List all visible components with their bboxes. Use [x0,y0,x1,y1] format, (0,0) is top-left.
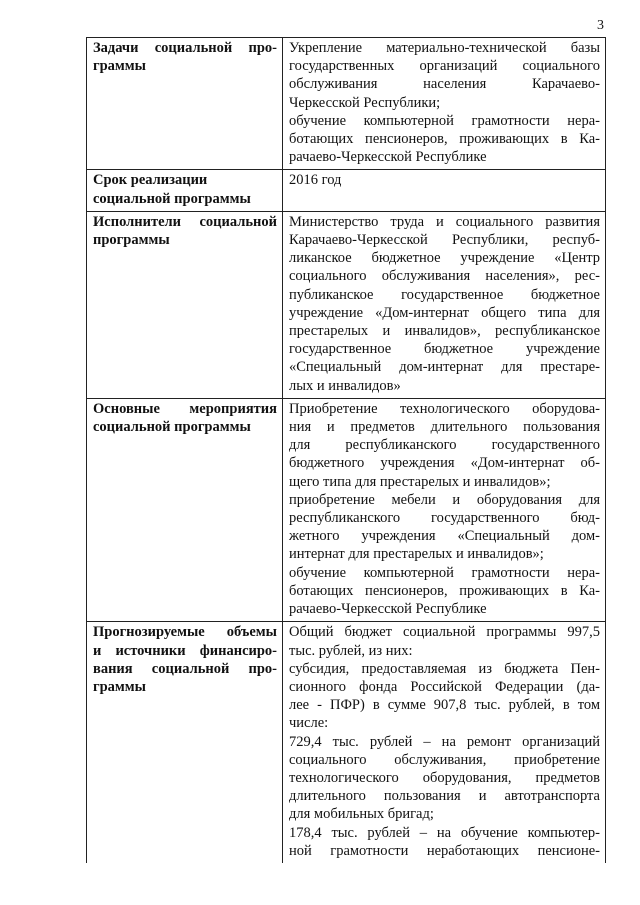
label-line: социальной программы [93,419,251,436]
label-line: Срок реализации [93,172,208,189]
value-line: обслуживания населения Карачаево- [289,76,600,93]
label-line: и источники финансиро- [93,642,277,659]
value-line: социального обслуживания населения», рес- [289,268,600,285]
value-line: 2016 год [289,172,342,189]
label-line: Исполнители социальной [93,213,277,230]
value-line: числе: [289,715,329,732]
label-line: Основные мероприятия [93,400,277,417]
value-line: ботающих пенсионеров, проживающих в Ка- [289,582,600,599]
value-line: интернат для престарелых и инвалидов»; [289,546,544,563]
value-line: учреждение «Дом-интернат общего типа для [289,304,600,321]
value-line: престарелых и инвалидов», республиканское [289,323,600,340]
value-line: ной грамотности неработающих пенсионе- [289,842,600,859]
label-line: граммы [93,58,146,75]
row-value [283,211,606,398]
row-value [283,38,606,170]
value-line: субсидия, предоставляемая из бюджета Пен- [289,660,600,677]
value-line: сионного фонда Российской Федерации (да- [289,678,600,695]
table-row [87,38,606,170]
value-line: Черкесской Республики; [289,94,441,111]
value-line: тыс. рублей, из них: [289,642,413,659]
value-line: технологического оборудования, предметов [289,769,600,786]
value-line: длительного пользования и автотранспорта [289,788,600,805]
label-line: Задачи социальной про- [93,40,277,56]
value-line: Общий бюджет социальной программы 997,5 [289,624,600,641]
value-line: для мобильных бригад; [289,806,434,823]
value-line: бюджетного учреждения «Дом-интернат об- [289,455,600,472]
row-label [87,398,283,621]
row-label [87,211,283,398]
value-line: Укрепление материально-технической базы [289,40,600,56]
label-line: вания социальной про- [93,660,277,677]
row-value [283,622,606,863]
value-line: обучение компьютерной грамотности нера- [289,564,600,581]
value-line: социального обслуживания, приобретение [289,751,600,768]
label-line: социальной программы [93,190,251,207]
label-line: граммы [93,678,146,695]
value-line: Приобретение технологического оборудова- [289,400,600,417]
label-line: программы [93,232,170,249]
table-row [87,622,606,863]
value-line: приобретение мебели и оборудования для [289,491,600,508]
program-passport-table [86,37,606,863]
value-line: лее - ПФР) в сумме 907,8 тыс. рублей, в том [289,697,600,714]
page-number: 3 [597,18,604,33]
label-line: Прогнозируемые объемы [93,624,277,641]
value-line: рачаево-Черкесской Республике [289,149,487,166]
value-line: ликанское бюджетное учреждение «Центр [289,250,600,267]
value-line: республиканского государственного бюд- [289,510,600,527]
value-line: «Специальный дом-интернат для престаре- [289,359,600,376]
row-value [283,170,606,211]
value-line: Карачаево-Черкесской Республики, респуб- [289,232,600,249]
value-line: ботающих пенсионеров, проживающих в Ка- [289,131,600,148]
value-line: обучение компьютерной грамотности нера- [289,112,600,129]
value-line: 729,4 тыс. рублей – на ремонт организаций [289,733,600,750]
table-row [87,398,606,621]
value-line: для республиканского государственного [289,437,600,454]
value-line: щего типа для престарелых и инвалидов»; [289,473,551,490]
value-line: 178,4 тыс. рублей – на обучение компьютер- [289,824,600,841]
row-label [87,38,283,170]
table-row [87,170,606,211]
value-line: Министерство труда и социального развития [289,213,600,230]
table-row [87,211,606,398]
value-line: ния и предметов длительного пользования [289,419,600,436]
value-line: публиканское государственное бюджетное [289,286,600,303]
value-line: жетного учреждения «Специальный дом- [289,528,600,545]
value-line: лых и инвалидов» [289,377,401,394]
value-line: государственных организаций социального [289,58,600,75]
value-line: государственное бюджетное учреждение [289,341,600,358]
value-line: рачаево-Черкесской Республике [289,601,487,618]
row-value [283,398,606,621]
row-label [87,622,283,863]
row-label [87,170,283,211]
